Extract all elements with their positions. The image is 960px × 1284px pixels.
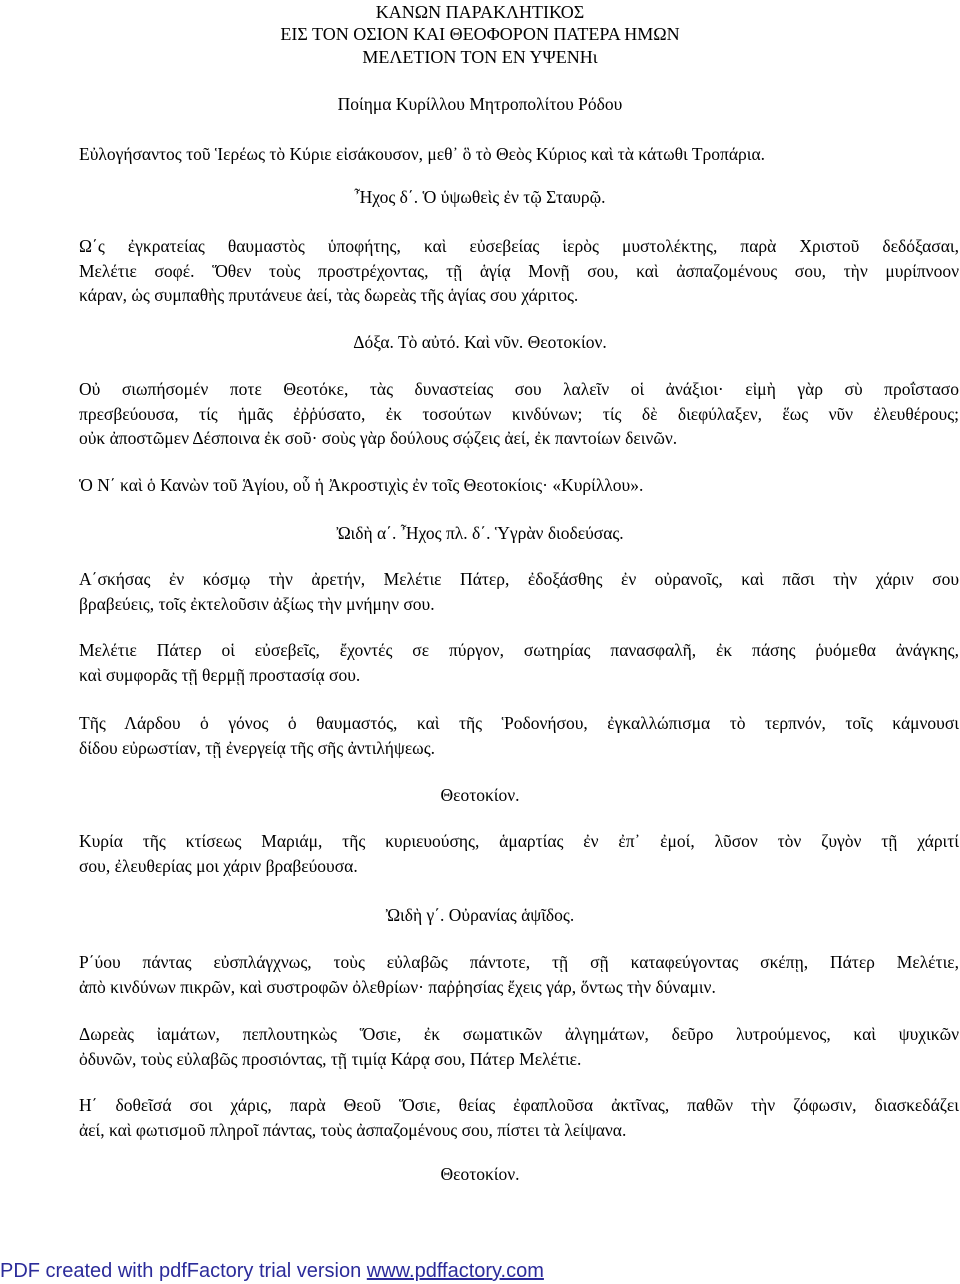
theotokion-paragraph: Οὐ σιωπήσομέν ποτε Θεοτόκε, τὰς δυναστείας σου λαλεῖν οἱ ἀνάξιοι· εἰμὴ γὰρ σὺ προΐστασο πρεσβεύουσα, τίς ἡμᾶς ἐῤῥύσατο, ἐκ τοσούτων κινδύνων; τίς δὲ διεφύλαξεν, ἕως νῦν ἐλευθέρους; οὐκ ἀποστῶμεν Δέσποινα ἐκ σοῦ· σοὺς γὰρ δούλους σῴζεις ἀεί, ἐκ παντοίων δεινῶν.: [79, 379, 959, 448]
footer-link[interactable]: www.pdffactory.com: [366, 1260, 544, 1282]
acrostic-line: Ὁ Ν΄ καὶ ὁ Κανὼν τοῦ Ἁγίου, οὗ ἡ Ἀκροστιχὶς ἐν τοῖς Θεοτοκίοις· «Κυρίλλου».: [79, 475, 644, 495]
ode3-stanza-2: Δωρεὰς ἰαμάτων, πεπλουτηκὼς Ὅσιε, ἐκ σωματικῶν ἀλγημάτων, δεῦρο λυτρούμενος, καὶ ψυχικῶν ὀδυνῶν, τοὺς εὐλαβῶς προσιόντας, τῇ τιμίᾳ Κάρᾳ σου, Πάτερ Μελέτιε.: [79, 1024, 959, 1069]
ode1-heading: Ὠιδὴ α΄. Ἦχος πλ. δ΄. Ὑγρὰν διοδεύσας.: [336, 523, 624, 543]
title-line-1: ΚΑΝΩΝ ΠΑΡΑΚΛΗΤΙΚΟΣ: [375, 2, 585, 22]
footer-text: PDF created with pdfFactory trial version: [0, 1260, 367, 1282]
ode1-stanza-2: Μελέτιε Πάτερ οἱ εὐσεβεῖς, ἔχοντές σε πύργον, σωτηρίας πανασφαλῆ, ἐκ πάσης ῥυόμεθα ἀνάγκης, καὶ συμφορᾶς τῇ θερμῇ προστασίᾳ σου.: [79, 640, 959, 685]
troparion-paragraph: Ω΄ς ἐγκρατείας θαυμαστὸς ὑποφήτης, καὶ εὐσεβείας ἱερὸς μυστολέκτης, παρὰ Χριστοῦ δεδόξασαι, Μελέτιε σοφέ. Ὅθεν τοὺς προστρέχοντας, τῇ ἁγίᾳ Μονῇ σου, καὶ ἀσπαζομένους σου, τὴν μυρίπνοον κάραν, ὡς συμπαθὴς πρυτάνευε ἀεί, τὰς δωρεὰς τῆς ἁγίας σου χάριτος.: [79, 236, 959, 305]
author-line: Ποίημα Κυρίλλου Μητροπολίτου Ρόδου: [337, 94, 623, 114]
theotokion-label-2: Θεοτοκίον.: [440, 1164, 520, 1184]
ode1-stanza-1: Α΄σκήσας ἐν κόσμῳ τὴν ἀρετήν, Μελέτιε Πάτερ, ἐδοξάσθης ἐν οὐρανοῖς, καὶ πᾶσι τὴν χάριν σου βραβεύεις, τοῖς ἐκτελοῦσιν ἀξίως τὴν μνήμην σου.: [79, 569, 959, 614]
ode1-stanza-3: Τῆς Λάρδου ὁ γόνος ὁ θαυμαστός, καὶ τῆς Ῥοδονήσου, ἐγκαλλώπισμα τὸ τερπνόν, τοῖς κάμνουσι δίδου εὐρωστίαν, τῇ ἐνεργείᾳ τῆς σῆς ἀντιλήψεως.: [79, 713, 959, 758]
theotokion-label-1: Θεοτοκίον.: [440, 785, 520, 805]
title-line-2: ΕΙΣ ΤΟΝ ΟΣΙΟΝ ΚΑΙ ΘΕΟΦΟΡΟΝ ΠΑΤΕΡΑ ΗΜΩΝ: [280, 24, 680, 44]
pdf-footer: [0, 1258, 960, 1284]
ode3-stanza-3: Η΄ δοθεῖσά σοι χάρις, παρὰ Θεοῦ Ὅσιε, θείας ἐφαπλοῦσα ἀκτῖνας, παθῶν τὴν ζόφωσιν, διασκεδάζει ἀεί, καὶ φωτισμοῦ πληροῖ πάντας, τοὺς ἀσπαζομένους σου, πίστει τὰ λείψανα.: [79, 1095, 959, 1140]
ode3-stanza-1: Ρ΄ύου πάντας εὐσπλάγχνως, τοὺς εὐλαβῶς πάντοτε, τῇ σῇ καταφεύγοντας σκέπῃ, Πάτερ Μελέτιε, ἀπὸ κινδύνων πικρῶν, καὶ συστροφῶν ὀλεθρίων· παῤῥησίας ἔχεις γάρ, ὅντως τὴν δύναμιν.: [79, 952, 959, 997]
ode1-theotokion: Κυρία τῆς κτίσεως Μαριάμ, τῆς κυριευούσης, ἁμαρτίας ἐν ἐπ᾿ ἐμοί, λῦσον τὸν ζυγὸν τῇ χάριτί σου, ἐλευθερίας μοι χάριν βραβεύουσα.: [79, 831, 959, 876]
doxa-line: Δόξα. Τὸ αὐτό. Καὶ νῦν. Θεοτοκίον.: [353, 332, 607, 352]
ode3-heading: Ὠιδὴ γ΄. Οὐρανίας ἁψῖδος.: [385, 905, 575, 925]
title-line-3: ΜΕΛΕΤΙΟΝ ΤΟΝ ΕΝ ΥΨΕΝΗι: [362, 47, 598, 67]
tone-heading: Ἦχος δ΄. Ὁ ὑψωθεὶς ἐν τῷ Σταυρῷ.: [354, 187, 606, 207]
intro-paragraph: Εὐλογήσαντος τοῦ Ἱερέως τὸ Κύριε εἰσάκουσον, μεθ᾿ ὃ τὸ Θεὸς Κύριος καὶ τὰ κάτωθι Τροπάρια.: [79, 144, 765, 164]
